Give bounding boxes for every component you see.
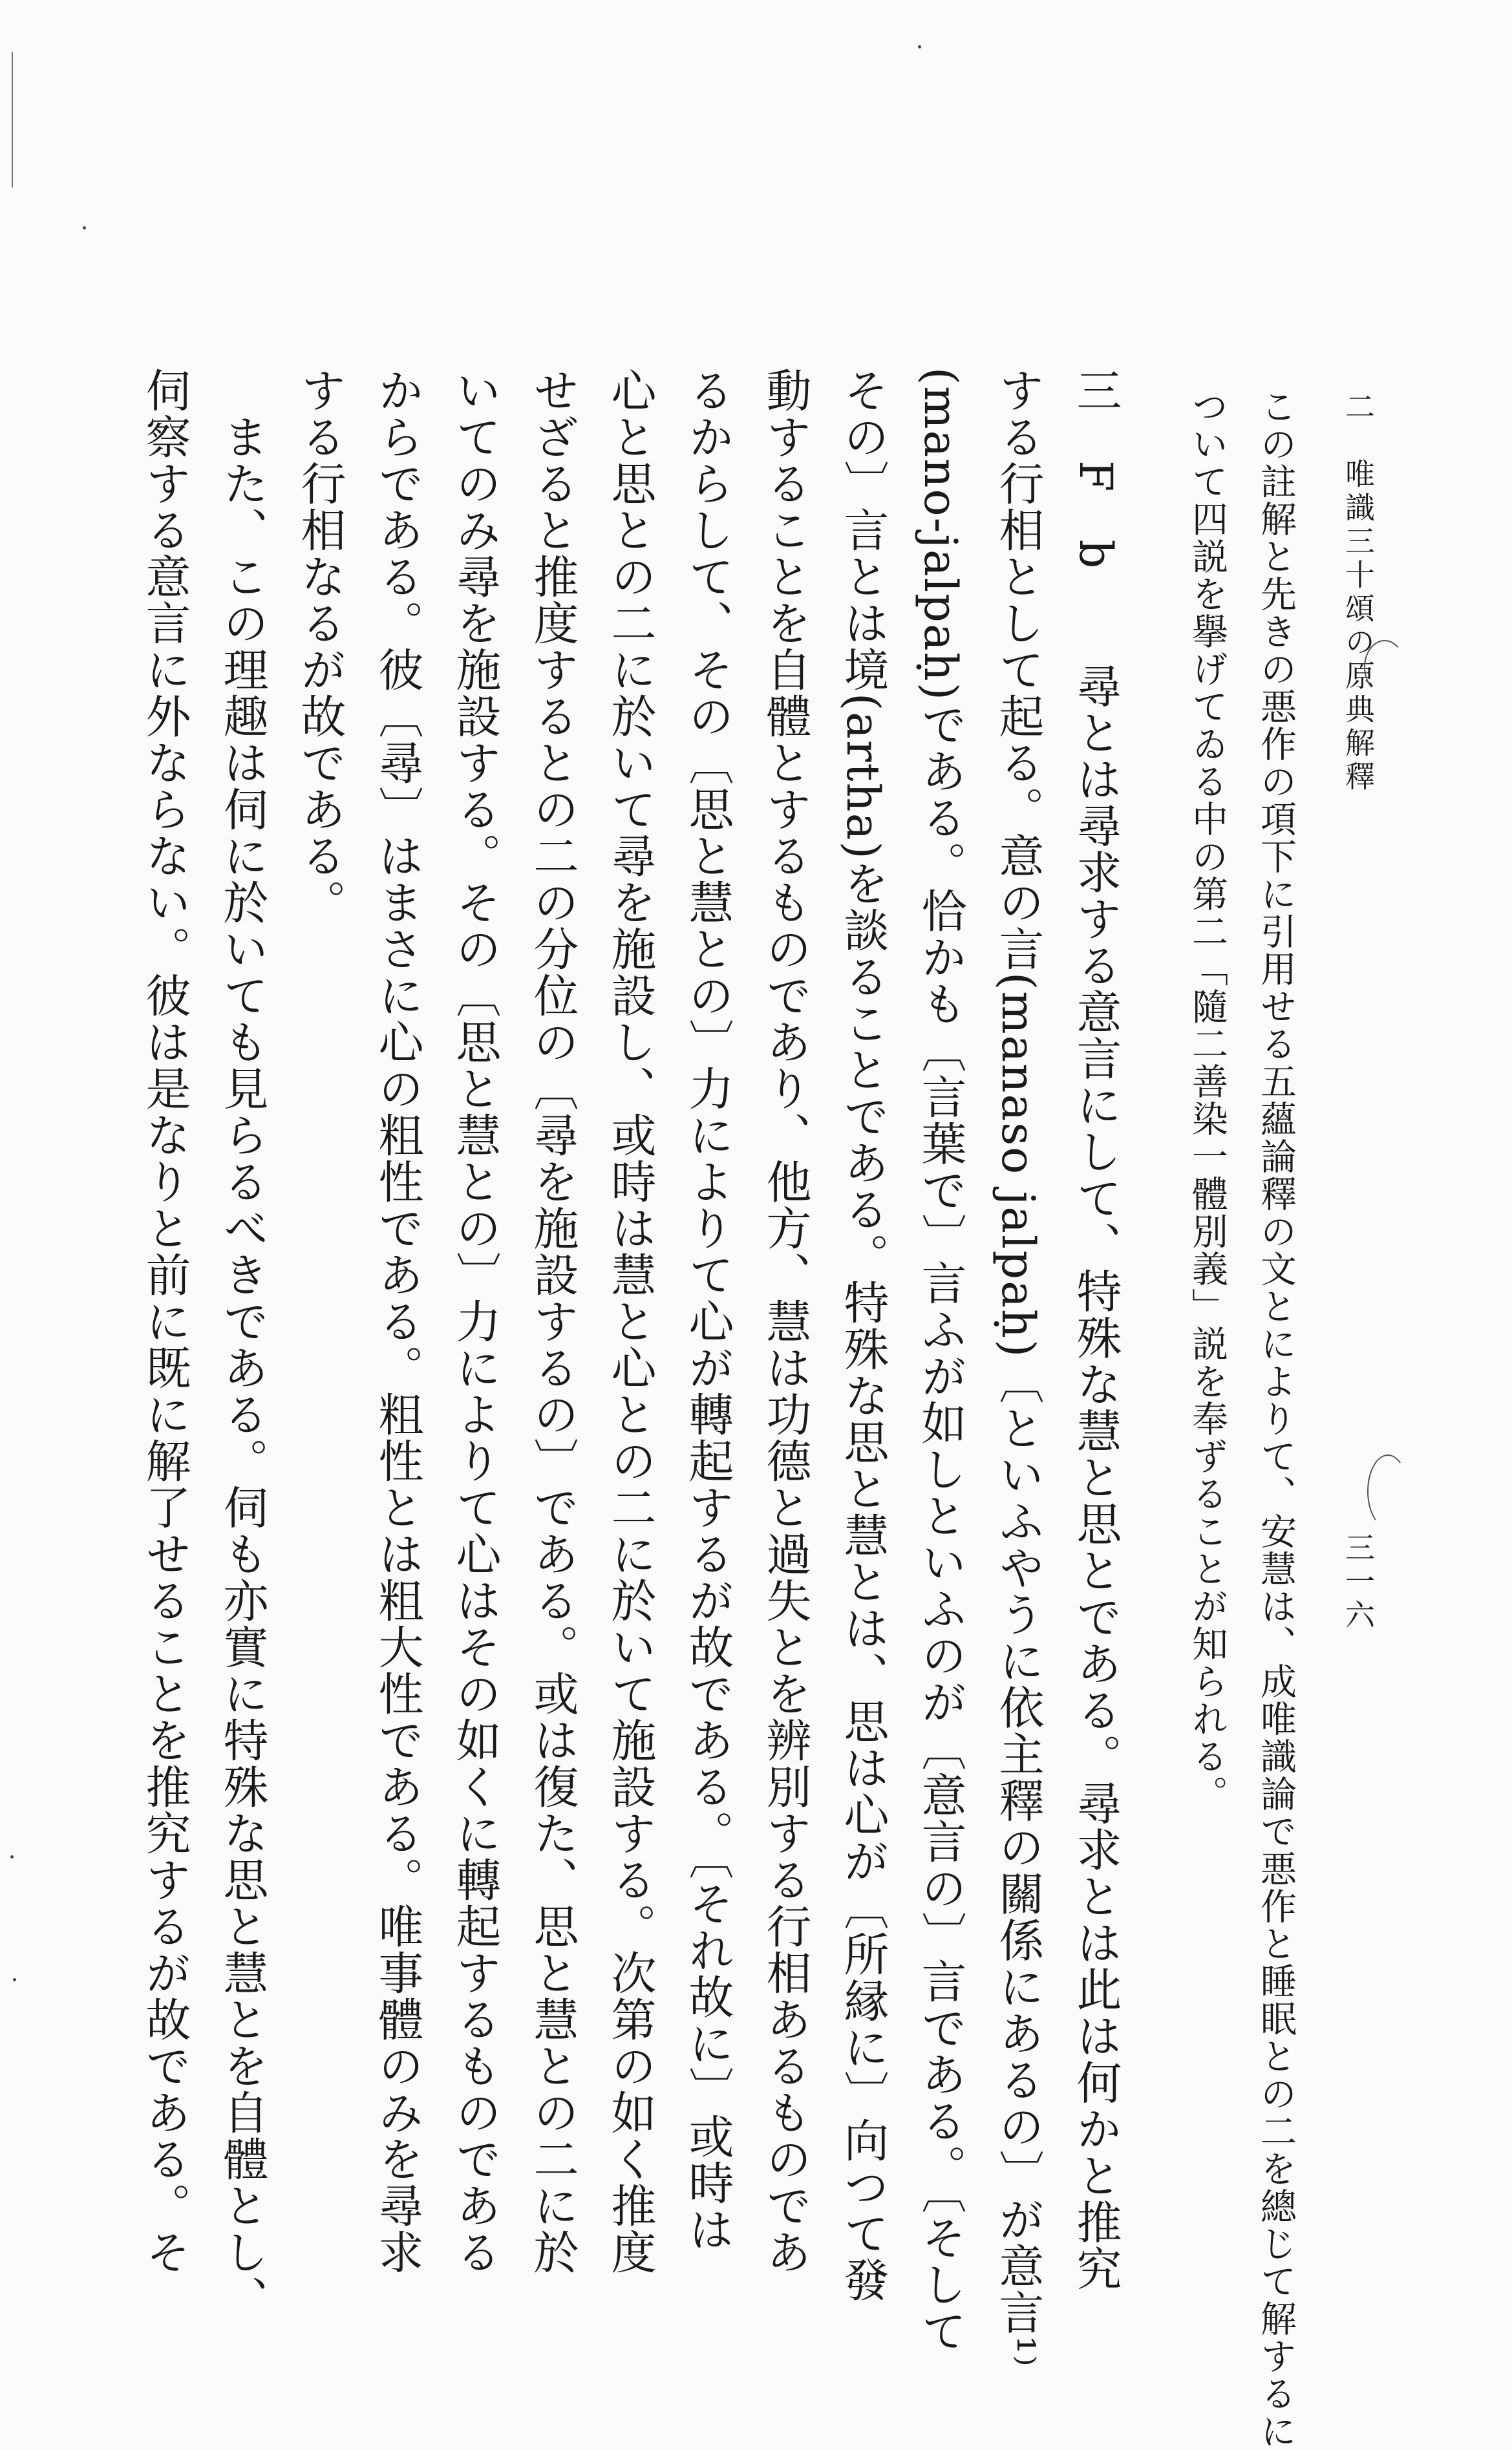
body-line-6: るからして、その〔思と慧との〕力によりて心が轉起するが故である。〔それ故に〕或時は [681,367,734,2253]
page-number: 三一六 [1341,1532,1376,1633]
body-line-13: 伺察する意言に外ならない。彼は是なりと前に既に解了せることを推究するが故である。そ [138,367,191,2275]
scan-speck [10,1855,14,1859]
body-line-3: (mano-jalpaḥ)である。恰かも〔言葉で〕言ふが如しといふのが〔意言の〕言である。〔そして [914,367,967,2355]
body-line-12: また、この理趣は伺に於いても見らるべきである。伺も亦實に特殊な思と慧とを自體とし、 [216,367,269,2322]
body-line-7: 心と思との二に於いて尋を施設し、或時は慧と心との二に於いて施設する。次第の如く推度 [604,367,657,2275]
body-line-10: からである。彼〔尋〕はまさに心の粗性である。粗性とは粗大性である。唯事體のみを尋求 [371,367,424,2275]
body-line-2: する行相として起る。意の言(manaso jalpaḥ)〔といふやうに依主釋の關係にあるの〕が意言¹⁾ [992,367,1045,2368]
body-line-8: せざると推度するとの二の分位の〔尋を施設するの〕である。或は復た、思と慧との二に於 [526,367,579,2275]
scan-speck [83,226,86,229]
body-line-11: する行相なるが故である。 [293,367,346,926]
scan-mark [1367,1454,1409,1528]
scan-speck [13,1978,16,1981]
scan-mark [1364,640,1405,694]
body-line-5: 動することを自體とするものであり、他方、慧は功德と過失とを辨別する行相あるものであ [759,367,812,2275]
scan-speck [918,45,921,48]
page-edge-line [12,52,13,187]
body-line-4: その〕言とは境(artha)を談ることである。特殊な思と慧とは、思は心が〔所縁に〕向つて發 [836,367,889,2303]
running-header: 二 唯識三十頌の原典解釋 [1341,391,1376,794]
intro-line-1: この註解と先きの悪作の項下に引用せる五蘊論釋の文とによりて、安慧は、成唯識論で悪作と睡眠との二を總じて解するに [1255,388,1297,2450]
body-line-9: いてのみ尋を施設する。その〔思と慧との〕力によりて心はその如くに轉起するものである [449,367,502,2275]
intro-line-2: ついて四説を擧げてゐる中の第二「隨二善染一體別義」説を奉ずることが知られる。 [1186,388,1228,1813]
body-line-1: 三 F b 尋とは尋求する意言にして、特殊な慧と思とである。尋求とは此は何かと推究 [1069,367,1122,2292]
